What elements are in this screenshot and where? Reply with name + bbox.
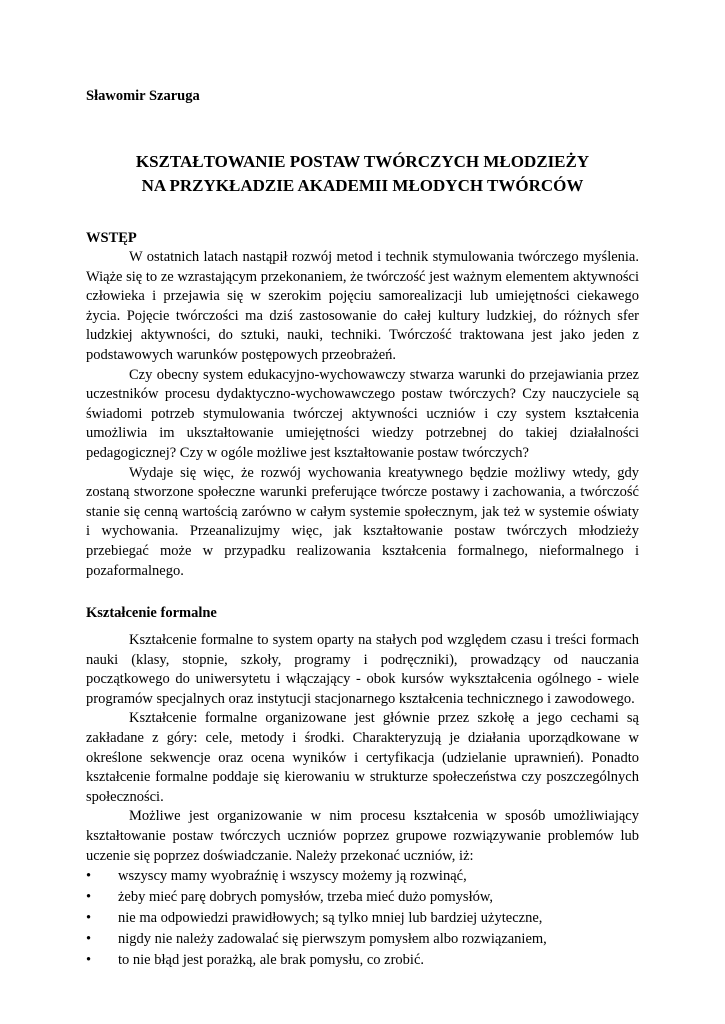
list-item-text: żeby mieć parę dobrych pomysłów, trzeba mieć dużo pomysłów, <box>118 889 494 906</box>
intro-paragraph-3: Wydaje się więc, że rozwój wychowania kreatywnego będzie możliwy wtedy, gdy zostaną stworzone społeczne warunki preferujące twórcze postawy i zachowania, a twórczość stanie się cenną wartością zarówno w całym systemie społecznym, jak też w systemie oświaty i wychowania. Przeanalizujmy więc, jak kształtowanie postaw twórczych młodzieży przebiegać może w przypadku realizowania kształcenia formalnego, nieformalnego i pozaformalnego. <box>86 464 639 579</box>
formal-paragraph-3: Możliwe jest organizowanie w nim procesu kształcenia w sposób umożliwiający kształtowanie postaw twórczych uczniów poprzez grupowe rozwiązywanie problemów lub uczenie się poprzez doświadczanie. Należy przekonać uczniów, iż: <box>86 808 639 864</box>
title-line-1: KSZTAŁTOWANIE POSTAW TWÓRCZYCH MŁODZIEŻY <box>135 152 590 171</box>
document-title <box>86 150 639 198</box>
list-item-text: nie ma odpowiedzi prawidłowych; są tylko mniej lub bardziej użyteczne, <box>118 910 543 927</box>
bullet-icon: • <box>86 889 92 906</box>
bullet-list <box>86 866 639 971</box>
list-item <box>86 950 639 971</box>
list-item-text: wszyscy mamy wyobraźnię i wszyscy możemy ją rozwinąć, <box>118 868 467 885</box>
list-item <box>86 887 639 908</box>
list-item <box>86 929 639 950</box>
section-heading-intro: WSTĘP <box>86 230 137 246</box>
bullet-icon: • <box>86 868 92 885</box>
bullet-icon: • <box>86 952 92 969</box>
list-item <box>86 908 639 929</box>
title-line-2: NA PRZYKŁADZIE AKADEMII MŁODYCH TWÓRCÓW <box>141 176 584 195</box>
bullet-icon: • <box>86 910 92 927</box>
intro-paragraph-2: Czy obecny system edukacyjno-wychowawczy stwarza warunki do przejawiania przez uczestników procesu dydaktyczno-wychowawczego postaw twórczych? Czy nauczyciele są świadomi potrzeb stymulowania twórczej aktywności uczniów i czy system kształcenia umożliwia im ukształtowanie umiejętności wiedzy potrzebnej do takiej działalności pedagogicznej? Czy w ogóle możliwe jest kształtowanie postaw twórczych? <box>86 366 639 461</box>
formal-paragraph-2: Kształcenie formalne organizowane jest głównie przez szkołę a jego cechami są zakładane z góry: cele, metody i środki. Charakteryzują je działania uporządkowane w określone sekwencje oraz ocena wyników i certyfikacja (udzielanie uprawnień). Ponadto kształcenie formalne poddaje się kierowaniu w strukturze społeczeństwa czy poszczególnych społeczności. <box>86 710 639 805</box>
intro-paragraph-1: W ostatnich latach nastąpił rozwój metod i technik stymulowania twórczego myślenia. Wiąże się to ze wzrastającym przekonaniem, że twórczość jest ważnym elementem aktywności człowieka i przejawia się w szerokim pojęciu samorealizacji lub umiejętności ciekawego życia. Pojęcie twórczości ma dziś zastosowanie do całej kultury ludzkiej, do różnych sfer ludzkiej aktywności, do sztuki, nauki, techniki. Twórczość traktowana jest jako jeden z podstawowych warunków postępowych przeobrażeń. <box>86 249 639 363</box>
list-item <box>86 866 639 887</box>
bullet-icon: • <box>86 931 92 948</box>
author-name: Sławomir Szaruga <box>86 88 200 104</box>
list-item-text: to nie błąd jest porażką, ale brak pomysłu, co zrobić. <box>118 952 425 969</box>
formal-paragraph-1: Kształcenie formalne to system oparty na stałych pod względem czasu i treści formach nauki (klasy, stopnie, szkoły, programy i podręczniki), prowadzący od nauczania początkowego do uniwersytetu i włączający - obok kursów wykształcenia ogólnego - wiele programów specjalnych oraz instytucji stacjonarnego kształcenia technicznego i zawodowego. <box>86 632 639 707</box>
list-item-text: nigdy nie należy zadowalać się pierwszym pomysłem albo rozwiązaniem, <box>118 931 547 948</box>
section-heading-formal-education: Kształcenie formalne <box>86 605 217 622</box>
